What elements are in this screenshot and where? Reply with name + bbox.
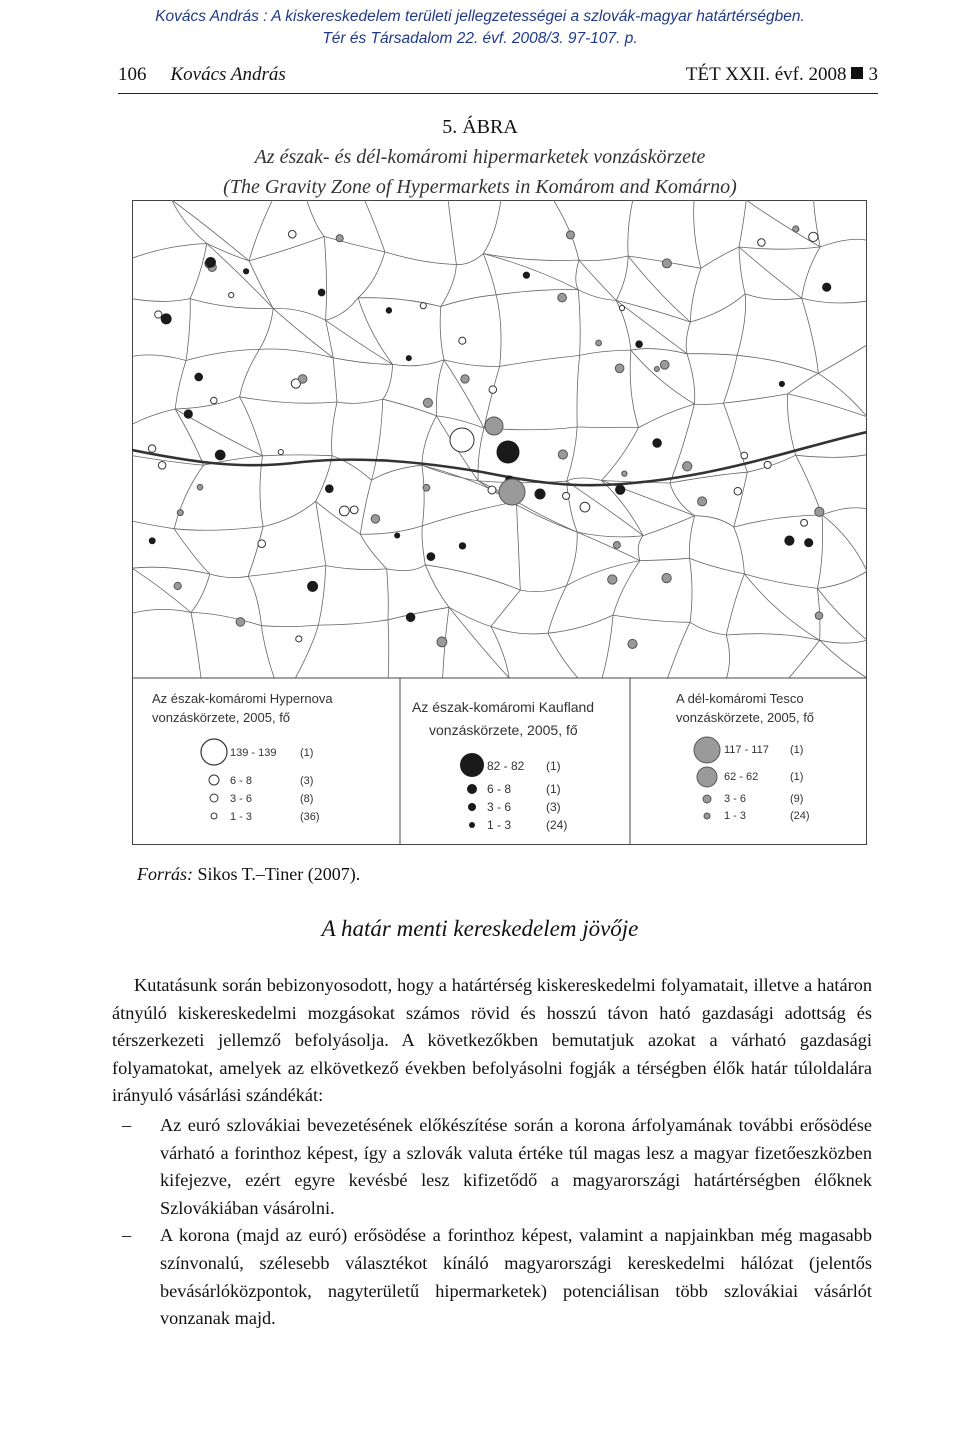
settlement-point (155, 311, 162, 318)
legend-kaufland-range-3: 3 - 6 (487, 800, 512, 814)
settlement-point (616, 485, 625, 494)
legend-kaufland-count-1: (1) (546, 759, 561, 773)
dash-bullet-icon: – (122, 1114, 132, 1135)
legend-kaufland-range-4: 1 - 3 (487, 818, 512, 832)
settlement-point (350, 506, 358, 514)
settlement-point (698, 497, 707, 506)
legend-tesco-range-2: 62 - 62 (724, 771, 759, 783)
settlement-point (558, 450, 567, 459)
legend-tesco-range-3: 3 - 6 (724, 793, 747, 805)
settlement-point (371, 515, 380, 524)
settlement-point (741, 452, 748, 459)
settlement-point (420, 303, 426, 309)
settlement-point (793, 226, 799, 232)
legend-tesco-count-4: (24) (790, 810, 810, 822)
settlement-point (636, 341, 643, 348)
journal-issue: 3 (868, 64, 878, 85)
settlement-point (758, 239, 766, 247)
settlement-point (805, 539, 813, 547)
legend-tesco-symbol-4 (704, 813, 710, 819)
settlement-point (764, 461, 771, 468)
settlement-point (236, 618, 245, 627)
settlement-point (177, 510, 183, 516)
settlement-point (339, 506, 349, 516)
figure-label: 5. ÁBRA (442, 116, 518, 138)
source-label: Forrás: (137, 864, 194, 884)
legend-hypernova-range-4: 1 - 3 (230, 811, 253, 823)
settlement-point (660, 360, 669, 369)
running-head (118, 64, 878, 94)
legend-tesco-symbol-3 (703, 795, 711, 803)
article-body (112, 972, 872, 1333)
settlement-point (683, 462, 692, 471)
legend-tesco-symbol-1 (694, 737, 720, 763)
settlement-point (298, 375, 307, 384)
settlement-point (558, 293, 567, 302)
running-head-author: Kovács András (170, 64, 286, 85)
bullet-list (112, 1112, 872, 1333)
settlement-point (289, 230, 297, 238)
journal-volume: TÉT XXII. évf. 2008 (685, 64, 847, 85)
settlement-point (258, 540, 266, 548)
legend-kaufland-symbol-1 (460, 753, 484, 777)
settlement-point (785, 536, 794, 545)
bullet-item-2 (112, 1222, 872, 1332)
settlement-point (815, 612, 823, 620)
settlement-point (197, 484, 203, 490)
settlement-point (809, 232, 818, 241)
legend-hypernova-range-3: 3 - 6 (230, 793, 253, 805)
legend-hypernova-symbol-3 (210, 794, 218, 802)
settlement-point (734, 487, 742, 495)
settlement-point (485, 417, 503, 435)
settlement-point (653, 439, 662, 448)
legend-kaufland-count-2: (1) (546, 782, 561, 796)
settlement-point (499, 479, 525, 505)
bullet-text-2: A korona (majd az euró) erősödése a forinthoz képest, valamint a napjainkban még magasabb színvonalú, szélesebb választékot kínáló magyarországi kereskedelmi hálózat (jelentős bevásárlóközpontok, nagyterületű hipermarketek) potenciálisan több szlovákiai vásárlót vonzanak majd. (160, 1225, 872, 1329)
figure-source (137, 864, 360, 885)
settlement-point (406, 356, 411, 361)
settlement-point (308, 581, 318, 591)
settlement-point (580, 502, 590, 512)
legend-hypernova-count-3: (8) (300, 793, 314, 805)
legend-kaufland-range-1: 82 - 82 (487, 759, 525, 773)
settlement-point (211, 397, 218, 404)
source-text: Sikos T.–Tiner (2007). (197, 864, 361, 884)
legend-hypernova-count-2: (3) (300, 775, 314, 787)
legend-tesco-title-2: vonzáskörzete, 2005, fő (676, 710, 815, 725)
legend-kaufland-title-1: Az észak-komáromi Kaufland (412, 699, 595, 715)
legend-tesco-count-2: (1) (790, 771, 804, 783)
settlement-point (158, 462, 166, 470)
body-paragraph: Kutatásunk során bebizonyosodott, hogy a határtérség kiskereskedelmi folyamatait, illetve a határon átnyúló kiskereskedelmi mozgásokat számos rövid és hosszú távon ható gazdasági adottság és térszerkezeti jellemző befolyásolja. A következőkben bemutatjuk azokat a várható gazdasági folyamatokat, amelyek az elkövetkező években befolyásolni fogják a térségben élők határ túloldalára irányuló vásárlási szándékát: (112, 975, 872, 1106)
settlement-point (149, 538, 155, 544)
settlement-point (243, 269, 248, 274)
settlement-point (206, 257, 216, 267)
settlement-point (628, 639, 637, 648)
map-figure (132, 200, 867, 845)
legend-hypernova-range-2: 6 - 8 (230, 775, 253, 787)
settlement-point (423, 484, 430, 491)
dash-bullet-icon: – (122, 1225, 132, 1246)
settlement-point (184, 410, 192, 418)
settlement-point (461, 375, 469, 383)
legend-hypernova-count-1: (1) (300, 747, 314, 759)
settlement-point (423, 398, 432, 407)
legend-tesco-count-1: (1) (790, 744, 804, 756)
legend-hypernova-count-4: (36) (300, 811, 320, 823)
settlement-point (619, 305, 624, 310)
settlement-point (326, 485, 334, 493)
settlement-point (296, 636, 302, 642)
settlement-point (386, 308, 391, 313)
settlement-point (318, 289, 325, 296)
citation-line-2: Tér és Társadalom 22. évf. 2008/3. 97-107. p. (322, 30, 638, 47)
running-head-left (118, 64, 286, 86)
legend-tesco-range-4: 1 - 3 (724, 810, 747, 822)
legend-kaufland-range-2: 6 - 8 (487, 782, 512, 796)
settlement-point (815, 507, 824, 516)
legend-kaufland-count-3: (3) (546, 800, 561, 814)
settlement-point (161, 314, 171, 324)
settlement-point (823, 283, 831, 291)
settlement-point (148, 445, 155, 452)
settlement-point (450, 428, 474, 452)
page-number: 106 (118, 64, 147, 85)
settlement-point (523, 272, 529, 278)
settlement-point (195, 373, 203, 381)
bullet-item-1 (112, 1112, 872, 1222)
settlement-point (488, 486, 496, 494)
legend-hypernova-title-1: Az észak-komáromi Hypernova (152, 691, 333, 706)
citation-line-1: Kovács András : A kiskereskedelem területi jellegzetességei a szlovák-magyar határtérségben. (155, 8, 805, 25)
settlement-point (615, 364, 624, 373)
square-bullet-icon (851, 67, 863, 79)
legend-kaufland-symbol-3 (468, 803, 476, 811)
legend-hypernova-symbol-4 (211, 813, 217, 819)
legend-hypernova-range-1: 139 - 139 (230, 747, 277, 759)
settlement-point (489, 386, 496, 393)
legend-kaufland-symbol-4 (469, 822, 475, 828)
legend-tesco-title-1: A dél-komáromi Tesco (676, 691, 804, 706)
settlement-point (336, 235, 343, 242)
settlement-point (801, 519, 808, 526)
legend-hypernova-title-2: vonzáskörzete, 2005, fő (152, 710, 291, 725)
bullet-text-1: Az euró szlovákiai bevezetésének előkészítése során a korona árfolyamának további erősödése várható a forinthoz képest, így a szlovák valuta értéke túl magas lesz a magyar fizetőeszközben kifejezve, ezért egyre kevésbé lesz kifizetődő a magyarországi határtérségben élőknek Szlovákiában vásárolni. (160, 1114, 872, 1218)
legend-kaufland-symbol-2 (467, 784, 477, 794)
settlement-point (779, 381, 784, 386)
settlement-point (174, 582, 181, 589)
settlement-point (427, 553, 435, 561)
legend-hypernova-symbol-1 (201, 739, 227, 765)
settlement-point (608, 575, 617, 584)
settlement-point (459, 337, 466, 344)
settlement-point (622, 471, 627, 476)
settlement-point (654, 366, 659, 371)
figure-title-en: (The Gravity Zone of Hypermarkets in Komárom and Komárno) (223, 176, 737, 198)
settlement-point (662, 573, 671, 582)
settlement-point (215, 450, 225, 460)
settlement-point (395, 533, 400, 538)
running-head-right (686, 64, 878, 86)
legend-tesco-range-1: 117 - 117 (724, 744, 769, 756)
settlement-point (278, 450, 283, 455)
legend-kaufland-count-4: (24) (546, 818, 568, 832)
settlement-point (229, 292, 234, 297)
gravity-zone-map (132, 200, 867, 845)
settlement-point (613, 542, 620, 549)
settlement-point (566, 231, 574, 239)
settlement-point (459, 543, 465, 549)
settlement-point (437, 637, 447, 647)
settlement-point (535, 489, 545, 499)
legend-tesco-symbol-2 (697, 767, 717, 787)
settlement-point (497, 441, 519, 463)
settlement-point (406, 613, 415, 622)
settlement-point (596, 340, 602, 346)
section-heading: A határ menti kereskedelem jövője (321, 916, 639, 941)
legend-kaufland-title-2: vonzáskörzete, 2005, fő (429, 722, 578, 738)
settlement-point (662, 259, 671, 268)
legend-tesco-count-3: (9) (790, 793, 804, 805)
settlement-point (563, 492, 570, 499)
figure-title-hu: Az észak- és dél-komáromi hipermarketek vonzáskörzete (254, 146, 706, 168)
legend-hypernova-symbol-2 (209, 775, 219, 785)
